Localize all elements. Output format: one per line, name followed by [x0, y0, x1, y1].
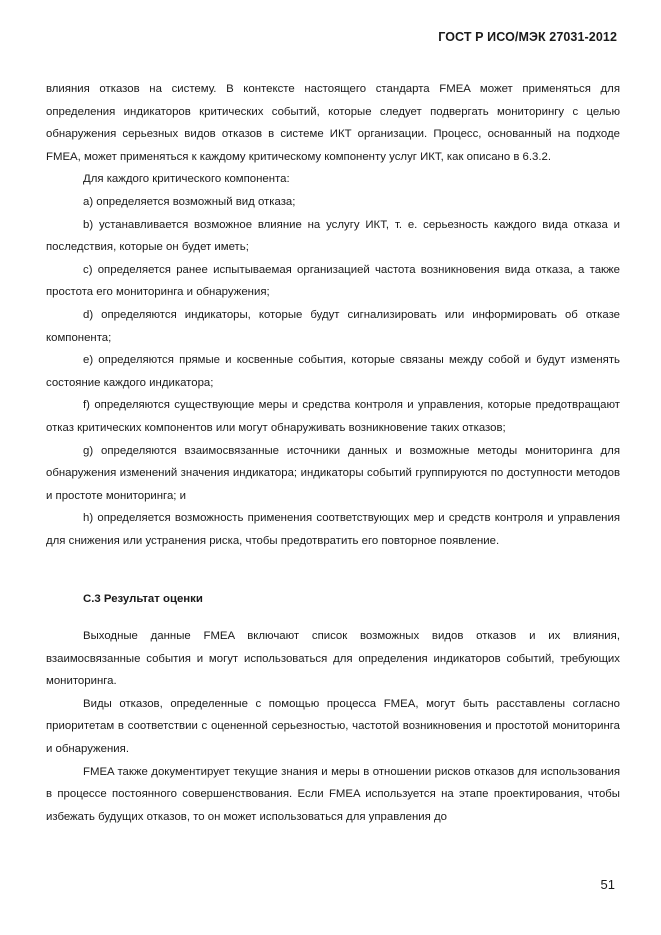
list-item-g: g) определяются взаимосвязанные источники данных и возможные методы мониторинга для обнаружения изменений значения индикатора; индикаторы событий группируются по доступности методов и простоте мониторинга; и	[46, 444, 620, 502]
section-paragraph-2: Виды отказов, определенные с помощью процесса FMEA, могут быть расставлены согласно приоритетам в соответствии с оцененной серьезностью, частотой возникновения и простотой мониторинга и обнаружения.	[46, 697, 620, 756]
list-item-e: e) определяются прямые и косвенные события, которые связаны между собой и будут изменять состояние каждого индикатора;	[46, 354, 620, 389]
document-header: ГОСТ Р ИСО/МЭК 27031-2012	[438, 30, 617, 44]
list-item-d: d) определяются индикаторы, которые будут сигнализировать или информировать об отказе компонента;	[46, 308, 620, 344]
list-item-b: b) устанавливается возможное влияние на услугу ИКТ, т. е. серьезность каждого вида отказа и последствия, которые он будет иметь;	[46, 218, 620, 254]
page-number: 51	[600, 877, 615, 892]
intro-paragraph: влияния отказов на систему. В контексте настоящего стандарта FMEA может применяться для определения индикаторов критических событий, которые следует подвергать мониторингу с целью обнаружения серьезных видов отказов в системе ИКТ организации. Процесс, основанный на подходе FMEA, может применяться к каждому критическому компоненту услуг ИКТ, как описано в 6.3.2.	[46, 83, 620, 163]
list-item-h: h) определяется возможность применения соответствующих мер и средств контроля и управления для снижения или устранения риска, чтобы предотвратить его повторное появление.	[46, 512, 620, 547]
list-lead: Для каждого критического компонента:	[83, 173, 290, 186]
list-item-f: f) определяются существующие меры и средства контроля и управления, которые предотвращают отказ критических компонентов или могут обнаруживать возникновение таких отказов;	[46, 399, 620, 434]
section-paragraph-1: Выходные данные FMEA включают список возможных видов отказов и их влияния, взаимосвязанные события и могут использоваться для определения индикаторов событий, требующих мониторинга.	[46, 630, 620, 688]
list-item-c: c) определяется ранее испытываемая организацией частота возникновения вида отказа, а также простота его мониторинга и обнаружения;	[46, 263, 620, 299]
document-body	[46, 78, 620, 828]
section-paragraph-3: FMEA также документирует текущие знания и меры в отношении рисков отказов для использования в процессе постоянного совершенствования. Если FMEA используется на этапе проектирования, чтобы избежать будущих отказов, то он может использоваться для управления до	[46, 765, 620, 823]
list-item-a: a) определяется возможный вид отказа;	[83, 195, 296, 208]
section-title: С.3 Результат оценки	[83, 593, 203, 606]
